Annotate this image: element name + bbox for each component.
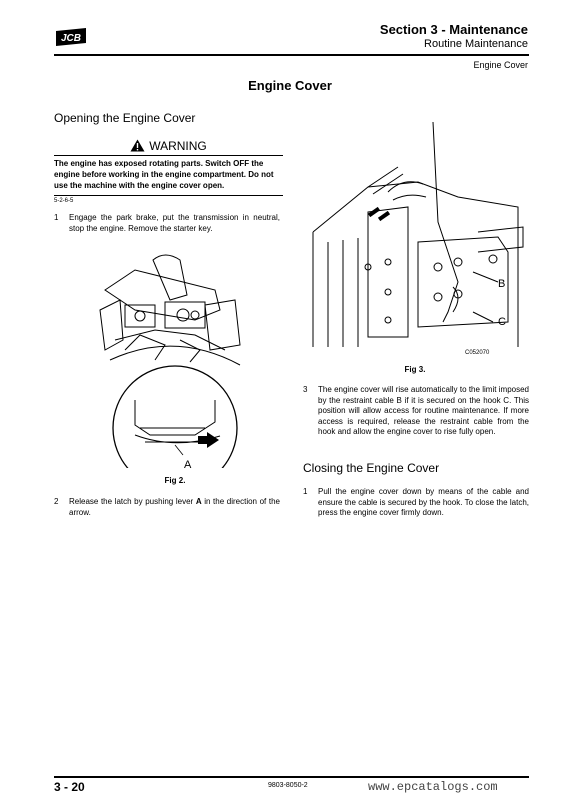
header-rule (54, 54, 529, 56)
opening-heading: Opening the Engine Cover (54, 111, 196, 125)
step-number: 1 (54, 213, 59, 222)
fig3-engine-cover-illustration (308, 122, 526, 352)
step-number: 2 (54, 497, 59, 506)
opening-step-2 (54, 497, 280, 518)
watermark-link[interactable]: www.epcatalogs.com (368, 780, 498, 794)
page-title: Engine Cover (248, 78, 332, 93)
closing-step-1 (303, 487, 529, 519)
topic-label: Engine Cover (473, 60, 528, 70)
warning-bottom-rule (54, 195, 283, 196)
fig2-latch-illustration (95, 250, 255, 468)
fig2-label-a: A (184, 459, 192, 471)
section-subtitle: Routine Maintenance (424, 38, 528, 50)
svg-text:JCB: JCB (60, 33, 82, 44)
warning-title (54, 139, 283, 153)
document-number: 9803-8050-2 (268, 782, 308, 789)
warning-text: The engine has exposed rotating parts. Switch OFF the engine before working in the engine compartment. Do not use the machine with the engine cover open. (54, 159, 274, 190)
page-number: 3 - 20 (54, 780, 85, 794)
step-text: Pull the engine cover down by means of the cable and ensure the cable is secured by the hook. To close the latch, press the engine cover firmly down. (318, 487, 529, 517)
fig3-caption: Fig 3. (404, 365, 426, 374)
opening-step-1 (54, 213, 280, 234)
step-text: The engine cover will rise automatically to the limit imposed by the restraint cable B if it is secured on the hook C. This position will allow access for routine maintenance. If more access is required, release the restraint cable from the hook and allow the engine cover to rise fully open. (318, 385, 529, 436)
opening-step-3 (303, 385, 529, 438)
warning-triangle-icon (130, 139, 145, 152)
jcb-logo (54, 27, 88, 47)
fig3-label-c: C (498, 316, 506, 328)
fig2-caption: Fig 2. (164, 476, 186, 485)
step-number: 1 (303, 487, 308, 496)
fig3-code: C052070 (465, 350, 490, 356)
closing-heading: Closing the Engine Cover (303, 461, 440, 475)
warning-top-rule (54, 155, 283, 156)
footer-rule (54, 776, 529, 778)
section-title: Section 3 - Maintenance (379, 22, 528, 37)
fig3-label-b: B (498, 278, 506, 290)
step-text: Release the latch by pushing lever A in the direction of the arrow. (69, 497, 280, 517)
warning-label: WARNING (149, 139, 207, 153)
step-number: 3 (303, 385, 308, 394)
step-text: Engage the park brake, put the transmission in neutral, stop the engine. Remove the starter key. (69, 213, 280, 233)
warning-code: 5-2-6-5 (54, 198, 74, 204)
